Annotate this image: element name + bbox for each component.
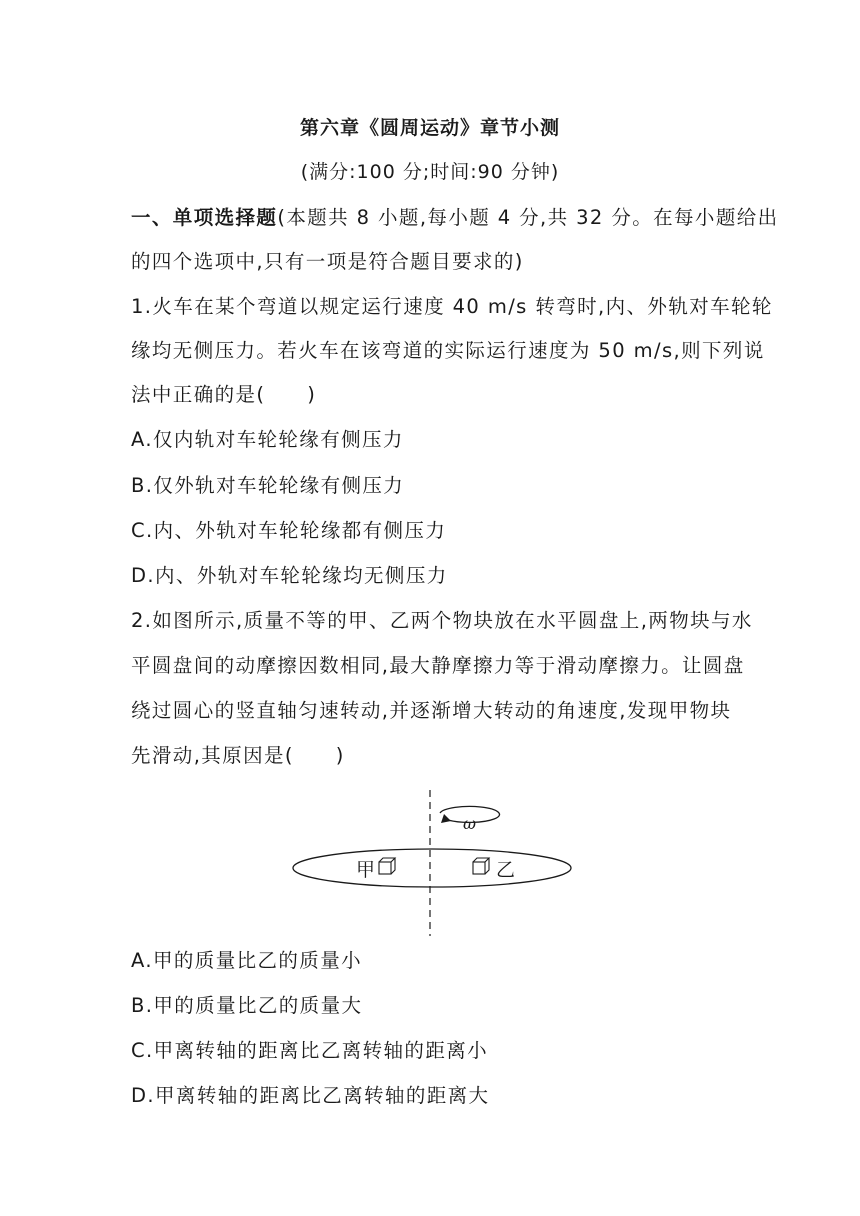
q2-option-a: A.甲的质量比乙的质量小 [131, 949, 362, 972]
q2-option-b: B.甲的质量比乙的质量大 [131, 994, 363, 1017]
q2-stem-line-3: 绕过圆心的竖直轴匀速转动,并逐渐增大转动的角速度,发现甲物块 [131, 699, 732, 722]
block-yi-label: 乙 [496, 859, 516, 881]
q2-stem-line-1: 2.如图所示,质量不等的甲、乙两个物块放在水平圆盘上,两物块与水 [131, 609, 753, 632]
rotating-disk-figure [290, 790, 580, 940]
q1-option-b: B.仅外轨对车轮轮缘有侧压力 [131, 474, 405, 497]
q2-option-c: C.甲离转轴的距离比乙离转轴的距离小 [131, 1039, 489, 1062]
block-jia [379, 858, 395, 874]
q1-option-c: C.内、外轨对车轮轮缘都有侧压力 [131, 519, 447, 542]
horizontal-disk [293, 849, 571, 887]
block-jia-label: 甲 [356, 859, 376, 881]
q1-stem-line-3: 法中正确的是( ) [131, 383, 317, 406]
block-yi [473, 858, 489, 874]
page-title: 第六章《圆周运动》章节小测 [299, 117, 560, 139]
omega-label: ω [463, 814, 477, 833]
section-description-1: (本题共 8 小题,每小题 4 分,共 32 分。在每小题给出 [277, 206, 779, 229]
rotating-disk-diagram [290, 790, 580, 940]
section-heading: 一、单项选择题 [131, 206, 278, 229]
q2-stem-line-4: 先滑动,其原因是( ) [131, 744, 345, 767]
q1-option-a: A.仅内轨对车轮轮缘有侧压力 [131, 428, 404, 451]
q2-option-d: D.甲离转轴的距离比乙离转轴的距离大 [131, 1084, 490, 1107]
q2-stem-line-2: 平圆盘间的动摩擦因数相同,最大静摩擦力等于滑动摩擦力。让圆盘 [131, 654, 745, 677]
rotation-arrowhead-icon [441, 814, 451, 823]
section-intro-line-1 [131, 204, 779, 232]
q1-stem-line-2: 缘均无侧压力。若火车在该弯道的实际运行速度为 50 m/s,则下列说 [131, 339, 765, 362]
section-description-2: 的四个选项中,只有一项是符合题目要求的) [131, 250, 524, 273]
q1-option-d: D.内、外轨对车轮轮缘均无侧压力 [131, 564, 448, 587]
page-subtitle: (满分:100 分;时间:90 分钟) [300, 161, 560, 183]
q1-stem-line-1: 1.火车在某个弯道以规定运行速度 40 m/s 转弯时,内、外轨对车轮轮 [131, 295, 773, 318]
